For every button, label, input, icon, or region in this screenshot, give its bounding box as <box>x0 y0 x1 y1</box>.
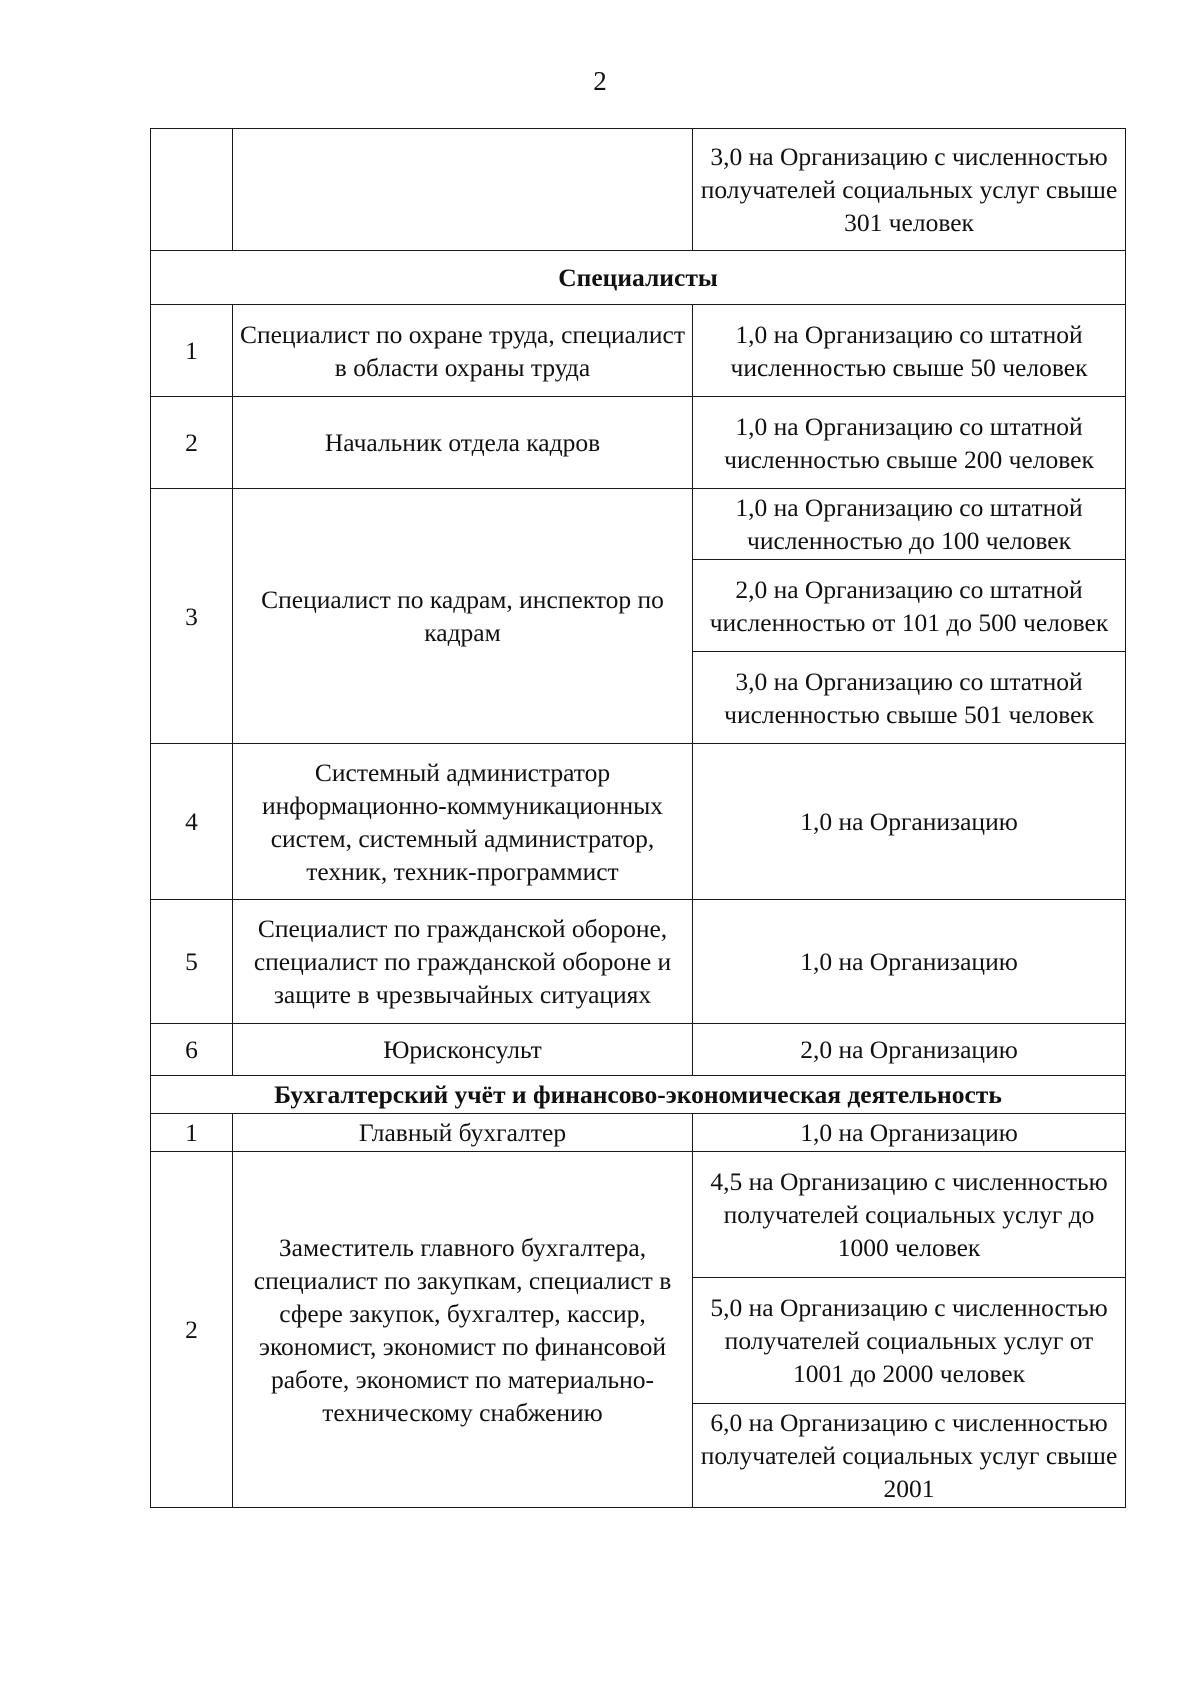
row-number: 2 <box>151 1152 233 1508</box>
table-row <box>151 1152 1126 1278</box>
section-header-row <box>151 251 1126 305</box>
position-cell: Начальник отдела кадров <box>233 397 693 489</box>
row-number: 5 <box>151 900 233 1024</box>
table-row <box>151 744 1126 900</box>
norm-cell: 1,0 на Организацию со штатной численностью свыше 200 человек <box>693 397 1126 489</box>
section-title: Бухгалтерский учёт и финансово-экономическая деятельность <box>151 1076 1126 1114</box>
norm-cell: 5,0 на Организацию с численностью получателей социальных услуг от 1001 до 2000 человек <box>693 1278 1126 1404</box>
norm-cell: 6,0 на Организацию с численностью получателей социальных услуг свыше 2001 <box>693 1404 1126 1508</box>
num-cell <box>151 129 233 251</box>
row-number: 1 <box>151 1114 233 1152</box>
position-cell: Системный администратор информационно-коммуникационных систем, системный администратор, техник, техник-программист <box>233 744 693 900</box>
norm-cell: 1,0 на Организацию <box>693 1114 1126 1152</box>
norm-cell: 2,0 на Организацию <box>693 1024 1126 1076</box>
table-row <box>151 397 1126 489</box>
norm-cell: 4,5 на Организацию с численностью получателей социальных услуг до 1000 человек <box>693 1152 1126 1278</box>
norm-cell: 2,0 на Организацию со штатной численностью от 101 до 500 человек <box>693 560 1126 652</box>
table-row <box>151 305 1126 397</box>
row-number: 4 <box>151 744 233 900</box>
row-number: 1 <box>151 305 233 397</box>
section-header-row <box>151 1076 1126 1114</box>
position-cell: Специалист по гражданской обороне, специалист по гражданской обороне и защите в чрезвычайных ситуациях <box>233 900 693 1024</box>
table-row <box>151 1024 1126 1076</box>
position-cell: Юрисконсульт <box>233 1024 693 1076</box>
norm-cell: 3,0 на Организацию с численностью получателей социальных услуг свыше 301 человек <box>693 129 1126 251</box>
norm-cell: 3,0 на Организацию со штатной численностью свыше 501 человек <box>693 652 1126 744</box>
position-cell <box>233 129 693 251</box>
table-row <box>151 129 1126 251</box>
norm-cell: 1,0 на Организацию <box>693 744 1126 900</box>
norm-cell: 1,0 на Организацию со штатной численностью свыше 50 человек <box>693 305 1126 397</box>
staffing-norms-table <box>150 128 1126 1508</box>
page-number: 2 <box>593 66 607 96</box>
table-row <box>151 900 1126 1024</box>
row-number: 2 <box>151 397 233 489</box>
position-cell: Заместитель главного бухгалтера, специалист по закупкам, специалист в сфере закупок, бухгалтер, кассир, экономист, экономист по финансовой работе, экономист по материально-техническому снабжению <box>233 1152 693 1508</box>
position-cell: Специалист по кадрам, инспектор по кадрам <box>233 489 693 744</box>
table-row <box>151 1114 1126 1152</box>
row-number: 6 <box>151 1024 233 1076</box>
position-cell: Главный бухгалтер <box>233 1114 693 1152</box>
row-number: 3 <box>151 489 233 744</box>
norm-cell: 1,0 на Организацию <box>693 900 1126 1024</box>
position-cell: Специалист по охране труда, специалист в области охраны труда <box>233 305 693 397</box>
table-row <box>151 489 1126 560</box>
norm-cell: 1,0 на Организацию со штатной численностью до 100 человек <box>693 489 1126 560</box>
section-title: Специалисты <box>151 251 1126 305</box>
